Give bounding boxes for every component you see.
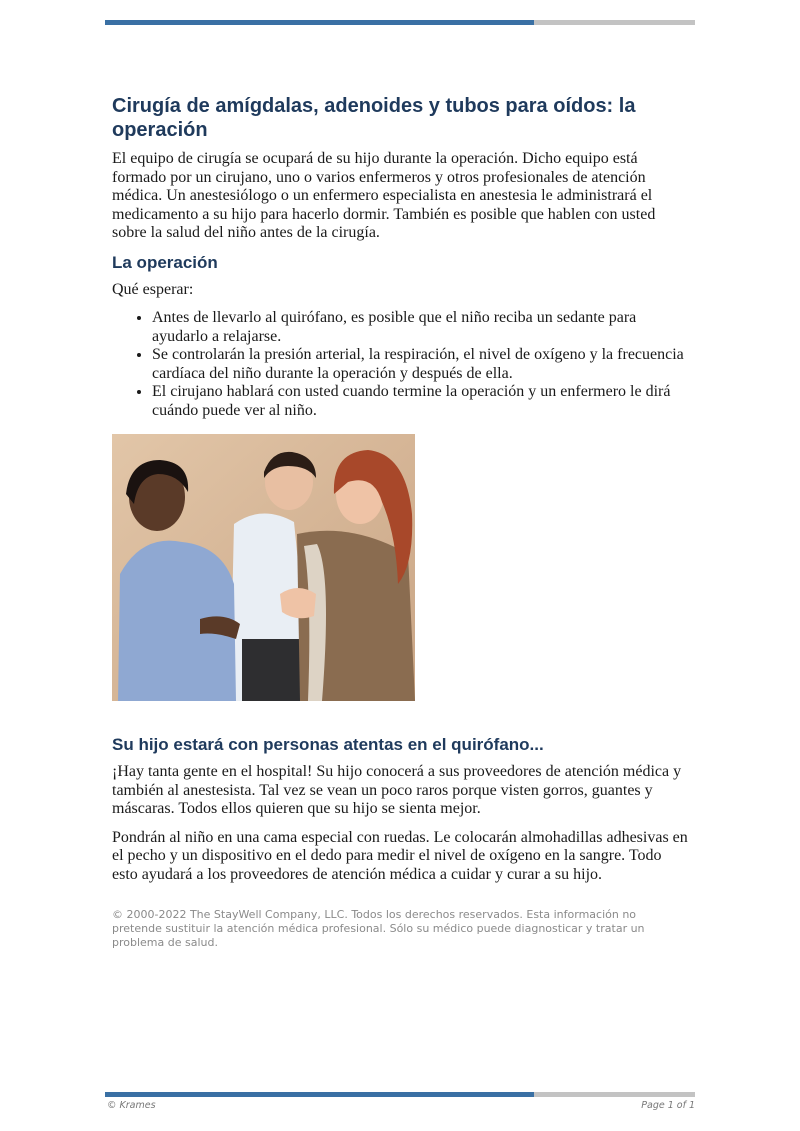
document-body xyxy=(112,94,690,950)
page-number: Page 1 of 1 xyxy=(641,1100,695,1111)
care-team-photo xyxy=(112,434,415,701)
list-item: • El cirujano hablará con usted cuando termine la operación y un enfermero le dirá cuándo puede ver al niño. xyxy=(152,383,690,420)
care-team-paragraph: ¡Hay tanta gente en el hospital! Su hijo conocerá a sus proveedores de atención médica y también al anestesista. Tal vez se vean un poco raros porque visten gorros, guantes y máscaras. Todos ellos quieren que su hijo se sienta mejor. xyxy=(112,763,682,817)
page-footer xyxy=(107,1100,695,1111)
header-rule-blue xyxy=(105,20,534,25)
footer-publisher: © Krames xyxy=(107,1100,156,1111)
section-heading-operation: La operación xyxy=(112,252,218,272)
section-heading-care-team: Su hijo estará con personas atentas en el quirófano... xyxy=(112,735,544,754)
header-rule-gray xyxy=(534,20,695,25)
footer-rule xyxy=(105,1092,695,1097)
header-rule xyxy=(105,20,695,25)
list-item: • Antes de llevarlo al quirófano, es posible que el niño reciba un sedante para ayudarlo a relajarse. xyxy=(152,309,690,346)
copyright-notice: © 2000-2022 The StayWell Company, LLC. Todos los derechos reservados. Esta información no pretende sustituir la atención médica profesional. Sólo su médico puede diagnosticar y tratar un problema de salud. xyxy=(112,908,645,949)
page-title: Cirugía de amígdalas, adenoides y tubos para oídos: la operación xyxy=(112,95,636,141)
intro-paragraph: El equipo de cirugía se ocupará de su hijo durante la operación. Dicho equipo está formado por un cirujano, uno o varios enfermeros y otros profesionales de atención médica. Un anestesiólogo o un enfermero especialista en anestesia le administrará el medicamento a su hijo para hacerlo dormir. También es posible que hablen con usted sobre la salud del niño antes de la cirugía. xyxy=(112,150,656,241)
section-lead: Qué esperar: xyxy=(112,280,194,298)
care-team-paragraph: Pondrán al niño en una cama especial con ruedas. Le colocarán almohadillas adhesivas en el pecho y un dispositivo en el dedo para medir el nivel de oxígeno en la sangre. Todo esto ayudará a los proveedores de atención médica a cuidar y curar a su hijo. xyxy=(112,828,688,883)
footer-rule-gray xyxy=(534,1092,695,1097)
expectations-list xyxy=(112,309,690,420)
footer-rule-blue xyxy=(105,1092,534,1097)
list-item: • Se controlarán la presión arterial, la respiración, el nivel de oxígeno y la frecuencia cardíaca del niño durante la operación y después de ella. xyxy=(152,346,690,383)
